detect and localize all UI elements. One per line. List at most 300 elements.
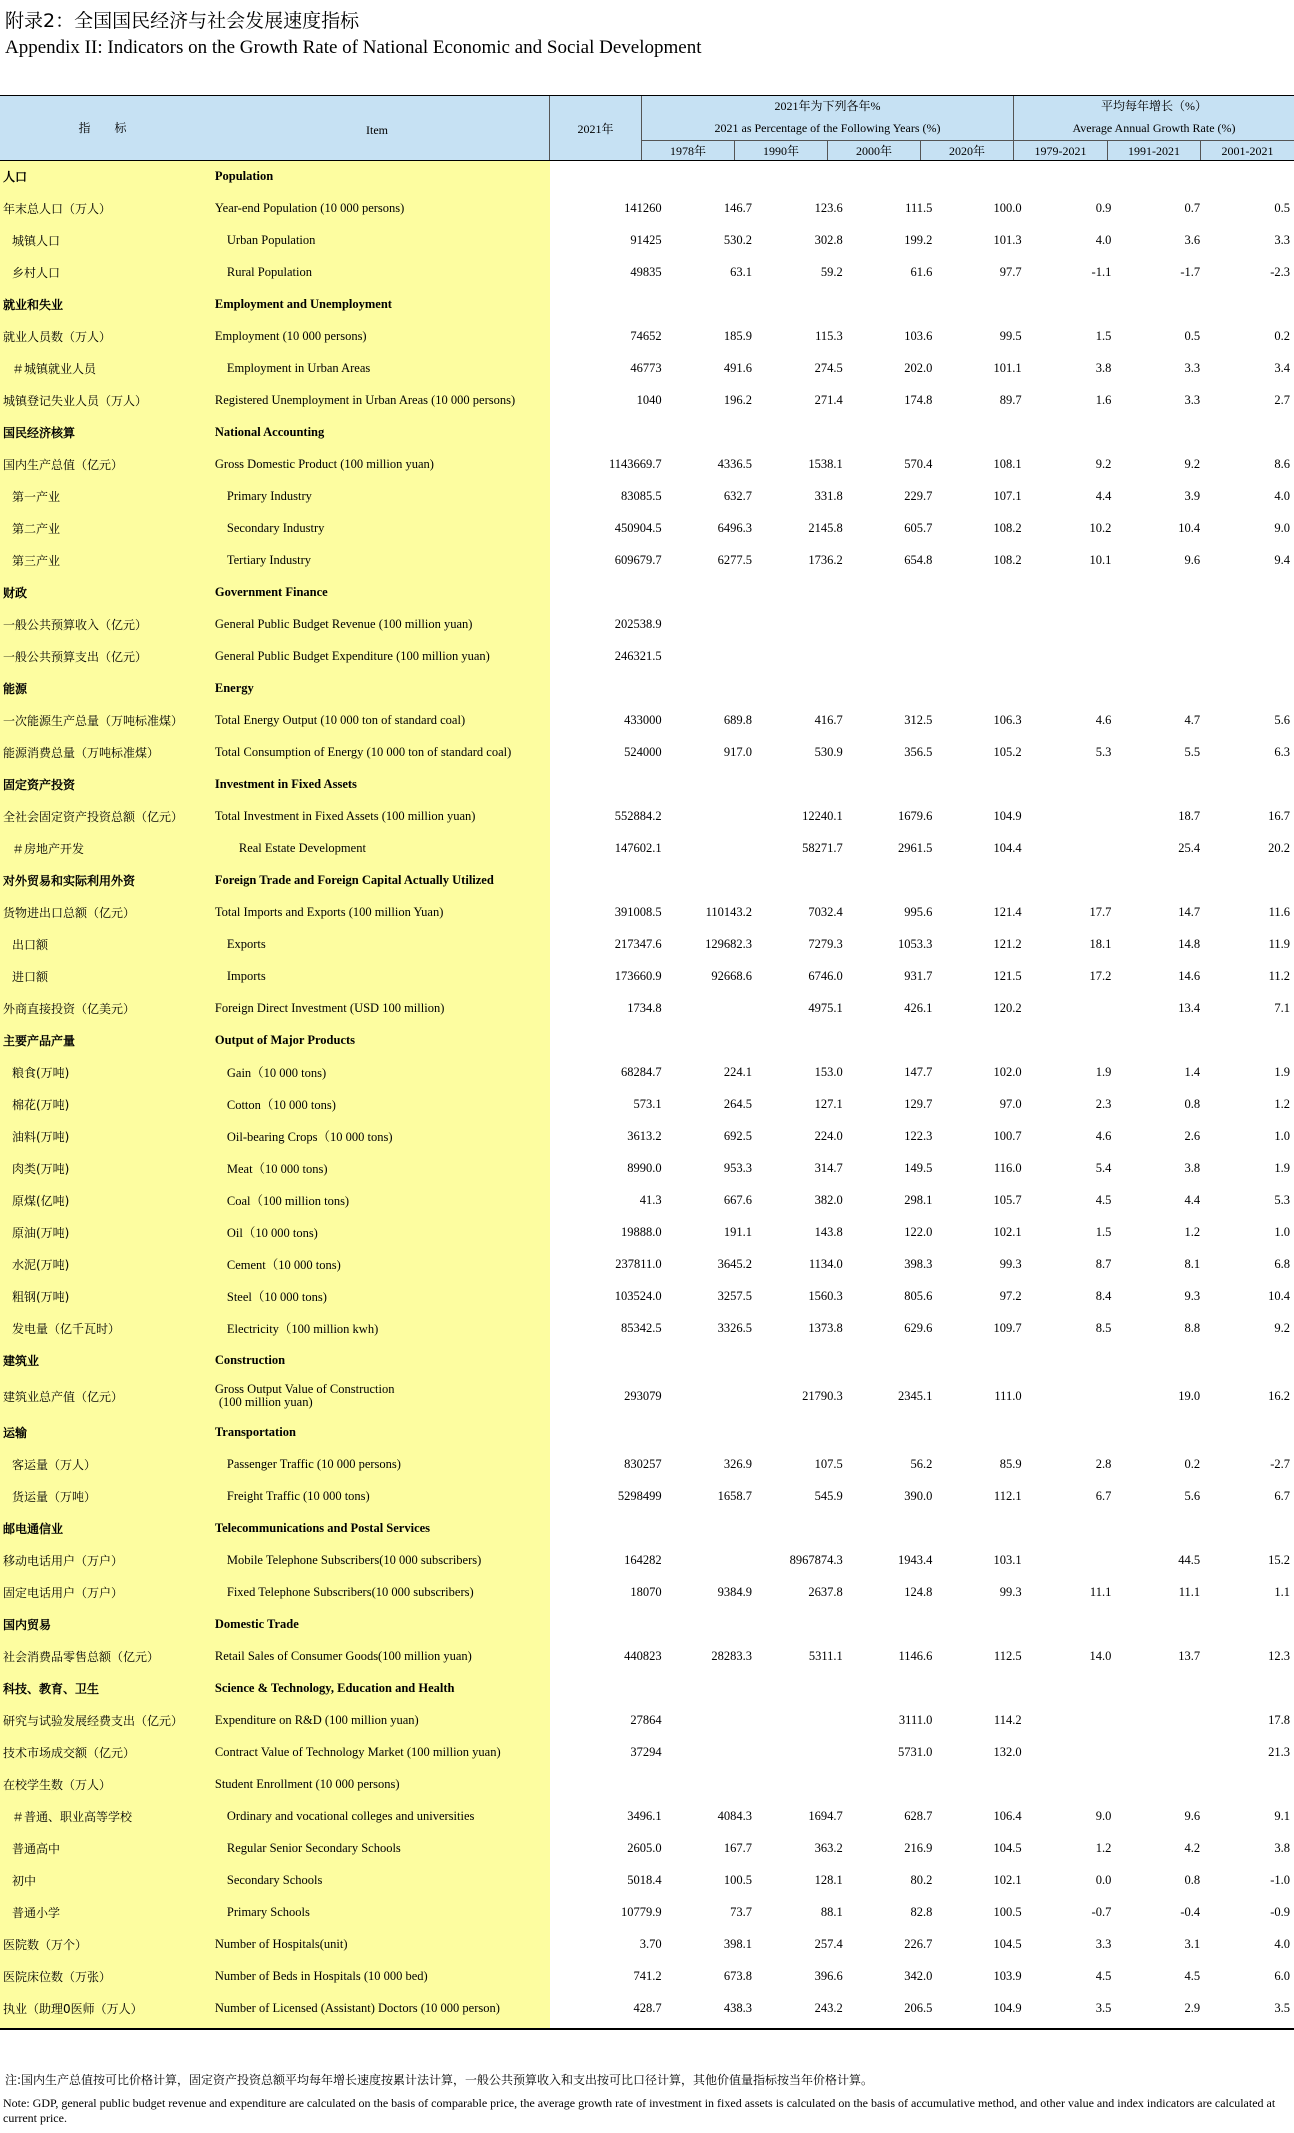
row-label-cn: 一般公共预算收入（亿元）	[3, 617, 148, 632]
value-cell: 605.7	[904, 520, 933, 535]
value-cell	[666, 1344, 756, 1376]
indicator-table	[0, 160, 1294, 2024]
value-cell: 25.4	[1178, 840, 1201, 855]
value-cell: 10.4	[1268, 1288, 1290, 1303]
value-cell	[1115, 1512, 1204, 1544]
value-cell	[1026, 640, 1116, 672]
row-label-en: Foreign Direct Investment (USD 100 million)	[214, 1000, 445, 1015]
value-cell	[756, 1704, 847, 1736]
value-cell: 3.8	[1274, 1840, 1290, 1855]
value-cell: 3.1	[1184, 1936, 1201, 1951]
value-cell: 1.6	[1095, 392, 1112, 407]
value-cell: 293079	[624, 1388, 662, 1403]
note-cn: 注:国内生产总值按可比价格计算，固定资产投资总额平均每年增长速度按累计法计算，一般公共预算收入和支出按可比口径计算，其他价值量指标按当年价格计算。	[5, 2073, 874, 2087]
value-cell: 246321.5	[614, 648, 662, 663]
value-cell	[756, 1024, 847, 1056]
value-cell	[756, 640, 847, 672]
section-row	[0, 160, 1294, 192]
row-label-en: Registered Unemployment in Urban Areas (10 000 persons)	[214, 392, 516, 407]
value-cell: 9.0	[1095, 1808, 1112, 1823]
row-label-cn: 原煤(亿吨)	[12, 1193, 70, 1208]
value-cell	[1115, 640, 1204, 672]
value-cell	[756, 1608, 847, 1640]
value-cell: 120.2	[993, 1000, 1022, 1015]
value-cell: 326.9	[723, 1456, 753, 1471]
section-row	[0, 1416, 1294, 1448]
table-row	[0, 480, 1294, 512]
value-cell: 74652	[630, 328, 662, 343]
row-label-en: Retail Sales of Consumer Goods(100 million yuan)	[214, 1648, 472, 1663]
value-cell: 545.9	[814, 1488, 843, 1503]
value-cell: 570.4	[904, 456, 933, 471]
row-label-cn: 普通高中	[12, 1841, 61, 1856]
value-cell	[577, 672, 666, 704]
value-cell: 107.5	[814, 1456, 843, 1471]
value-cell	[1026, 832, 1116, 864]
value-cell: 3.4	[1274, 360, 1290, 375]
value-cell	[936, 288, 1025, 320]
value-cell	[756, 1768, 847, 1800]
row-label-cn: 人口	[3, 169, 28, 184]
value-cell	[1026, 1768, 1116, 1800]
table-row	[0, 1544, 1294, 1576]
table-row	[0, 1120, 1294, 1152]
row-label-en: Government Finance	[214, 584, 328, 599]
value-cell	[1115, 864, 1204, 896]
table-row	[0, 320, 1294, 352]
value-cell: 122.3	[904, 1128, 933, 1143]
value-cell: 41.3	[639, 1192, 662, 1207]
table-row	[0, 1864, 1294, 1896]
value-cell: -0.7	[1091, 1904, 1112, 1919]
value-cell	[666, 800, 756, 832]
value-cell: 1.5	[1095, 328, 1112, 343]
value-cell	[1026, 1736, 1116, 1768]
value-cell: 237811.0	[615, 1256, 662, 1271]
value-cell: 1.2	[1095, 1840, 1112, 1855]
value-cell	[1115, 1416, 1204, 1448]
row-label-en: Population	[214, 168, 274, 183]
value-cell: 11.1	[1178, 1584, 1201, 1599]
row-label-cn: 粮食(万吨)	[12, 1065, 70, 1080]
row-label-en-line2: (100 million yuan)	[218, 1395, 313, 1409]
value-cell: 1134.0	[808, 1256, 843, 1271]
value-cell: 4.5	[1184, 1968, 1201, 1983]
value-cell: 19.0	[1178, 1388, 1201, 1403]
value-cell: 13.7	[1178, 1648, 1201, 1663]
value-cell: 174.8	[904, 392, 933, 407]
section-row	[0, 1024, 1294, 1056]
value-cell	[1026, 672, 1116, 704]
row-label-cn: 发电量（亿千瓦时）	[12, 1321, 121, 1336]
value-cell: 123.6	[814, 200, 843, 215]
value-cell: 0.9	[1095, 200, 1112, 215]
value-cell: 44.5	[1178, 1552, 1201, 1567]
value-cell: 6277.5	[717, 552, 753, 567]
row-label-en: Total Investment in Fixed Assets (100 million yuan)	[214, 808, 476, 823]
value-cell: 92668.6	[711, 968, 753, 983]
table-row	[0, 1216, 1294, 1248]
value-cell	[577, 1768, 666, 1800]
row-label-cn: 年末总人口（万人）	[3, 201, 112, 216]
value-cell	[1204, 1344, 1294, 1376]
row-label-en: Steel（10 000 tons)	[226, 1290, 327, 1304]
table-row	[0, 1448, 1294, 1480]
header-sub-1990: 1990年	[762, 144, 799, 158]
value-cell: 37294	[630, 1744, 662, 1759]
value-cell: 108.2	[993, 552, 1022, 567]
value-cell: 6746.0	[808, 968, 843, 983]
row-label-en: Telecommunications and Postal Services	[214, 1520, 431, 1535]
row-label-en: Cement（10 000 tons)	[226, 1258, 341, 1272]
value-cell: 0.5	[1274, 200, 1290, 215]
value-cell	[1115, 1704, 1204, 1736]
value-cell: 101.3	[993, 232, 1022, 247]
value-cell	[936, 608, 1025, 640]
value-cell: 10.4	[1178, 520, 1201, 535]
value-cell: 491.6	[723, 360, 753, 375]
value-cell: 0.8	[1184, 1096, 1201, 1111]
value-cell: 390.0	[904, 1488, 933, 1503]
section-row	[0, 1608, 1294, 1640]
table-row	[0, 608, 1294, 640]
value-cell: 2605.0	[627, 1840, 662, 1855]
table-row	[0, 1640, 1294, 1672]
value-cell: 202538.9	[614, 616, 662, 631]
value-cell: 4.5	[1095, 1192, 1112, 1207]
value-cell: 1373.8	[808, 1320, 843, 1335]
value-cell	[847, 416, 937, 448]
row-label-cn: 货物进出口总额（亿元）	[3, 905, 136, 920]
value-cell: 382.0	[814, 1192, 843, 1207]
value-cell	[1204, 1512, 1294, 1544]
value-cell: 3.8	[1184, 1160, 1201, 1175]
value-cell: 85342.5	[621, 1320, 662, 1335]
header-group2-cn: 平均每年增长（%）	[1101, 99, 1207, 113]
value-cell	[756, 608, 847, 640]
value-cell: 105.7	[993, 1192, 1022, 1207]
value-cell	[666, 768, 756, 800]
value-cell: 128.1	[814, 1872, 843, 1887]
value-cell: 14.7	[1178, 904, 1201, 919]
value-cell: 9.4	[1274, 552, 1290, 567]
row-label-en: Output of Major Products	[214, 1032, 356, 1047]
value-cell: 27864	[630, 1712, 662, 1727]
value-cell	[756, 416, 847, 448]
row-label-en: Freight Traffic (10 000 tons)	[226, 1488, 370, 1503]
value-cell: 3613.2	[627, 1128, 662, 1143]
value-cell: 8967874.3	[789, 1552, 843, 1567]
header-sub-1979-2021: 1979-2021	[1034, 144, 1087, 158]
value-cell: 8.7	[1095, 1256, 1112, 1271]
value-cell: 20.2	[1268, 840, 1290, 855]
value-cell: 314.7	[814, 1160, 843, 1175]
value-cell: 111.5	[905, 200, 933, 215]
row-label-en: Student Enrollment (10 000 persons)	[214, 1776, 400, 1791]
value-cell: 206.5	[904, 2000, 933, 2015]
table-row	[0, 1832, 1294, 1864]
row-label-cn: 普通小学	[12, 1905, 61, 1920]
value-cell	[847, 1768, 937, 1800]
value-cell: 264.5	[723, 1096, 753, 1111]
header-item-cn: 指 标	[78, 121, 127, 135]
value-cell: 102.1	[993, 1224, 1022, 1239]
value-cell: 398.1	[723, 1936, 753, 1951]
value-cell: 100.5	[993, 1904, 1022, 1919]
value-cell: 115.3	[815, 328, 843, 343]
value-cell	[847, 1512, 937, 1544]
table-row	[0, 640, 1294, 672]
row-label-cn: 出口额	[12, 937, 49, 952]
row-label-cn: 在校学生数（万人）	[3, 1777, 112, 1792]
value-cell: 9.3	[1184, 1288, 1201, 1303]
value-cell	[936, 1416, 1025, 1448]
value-cell	[756, 1344, 847, 1376]
table-row	[0, 1312, 1294, 1344]
value-cell	[1026, 864, 1116, 896]
value-cell: 9.6	[1184, 1808, 1201, 1823]
row-label-en: Employment in Urban Areas	[226, 360, 371, 375]
value-cell	[847, 672, 937, 704]
value-cell: 5.3	[1274, 1192, 1290, 1207]
row-label-en: Domestic Trade	[214, 1616, 299, 1631]
value-cell: 100.5	[723, 1872, 753, 1887]
row-label-cn: 第一产业	[12, 489, 61, 504]
value-cell: 9.2	[1274, 1320, 1290, 1335]
header-sub-1991-2021: 1991-2021	[1128, 144, 1180, 158]
value-cell	[756, 672, 847, 704]
value-cell: 104.4	[993, 840, 1022, 855]
value-cell: -0.4	[1180, 1904, 1201, 1919]
value-cell: 11.1	[1089, 1584, 1112, 1599]
row-label-cn: 主要产品产量	[3, 1033, 76, 1048]
value-cell: 6496.3	[717, 520, 753, 535]
value-cell	[1026, 1704, 1116, 1736]
section-row	[0, 288, 1294, 320]
table-row	[0, 1152, 1294, 1184]
row-label-cn: 一般公共预算支出（亿元）	[3, 649, 148, 664]
value-cell	[1026, 416, 1116, 448]
row-label-en: Total Energy Output (10 000 ton of standard coal)	[214, 712, 466, 727]
row-label-en: Ordinary and vocational colleges and universities	[226, 1808, 475, 1823]
value-cell: 426.1	[904, 1000, 933, 1015]
value-cell: 7279.3	[808, 936, 843, 951]
value-cell	[756, 768, 847, 800]
value-cell: 1.0	[1274, 1224, 1290, 1239]
row-label-en: General Public Budget Revenue (100 million yuan)	[214, 616, 473, 631]
row-label-en: Employment (10 000 persons)	[214, 328, 367, 343]
value-cell: 216.9	[904, 1840, 933, 1855]
table-row	[0, 1056, 1294, 1088]
value-cell: 191.1	[723, 1224, 753, 1239]
row-label-cn: 初中	[12, 1873, 37, 1888]
row-label-cn: 邮电通信业	[3, 1521, 64, 1536]
value-cell: 11.2	[1268, 968, 1290, 983]
section-row	[0, 416, 1294, 448]
note-en: Note: GDP, general public budget revenue and expenditure are calculated on the basis of comparable price, the average growth rate of investment in fixed assets is calculated on the basis of accumulative method, and other value and index indicators are calculated at current price.	[3, 2096, 1276, 2125]
value-cell: 112.5	[993, 1648, 1022, 1663]
row-label-cn: 客运量（万人）	[12, 1457, 97, 1472]
value-cell: 8990.0	[627, 1160, 662, 1175]
value-cell: 5.6	[1184, 1488, 1201, 1503]
value-cell: 226.7	[904, 1936, 933, 1951]
value-cell	[847, 1608, 937, 1640]
table-row	[0, 1376, 1294, 1416]
header-divider	[641, 140, 1294, 141]
section-row	[0, 672, 1294, 704]
row-label-en: Rural Population	[226, 264, 312, 279]
value-cell	[666, 1768, 756, 1800]
value-cell: -1.1	[1091, 264, 1112, 279]
value-cell: 416.7	[814, 712, 843, 727]
value-cell: 917.0	[723, 744, 753, 759]
value-cell: 3.9	[1184, 488, 1201, 503]
row-label-cn: 能源消费总量（万吨标准煤）	[3, 745, 160, 760]
value-cell: 4.2	[1184, 1840, 1201, 1855]
row-label-cn: 肉类(万吨)	[12, 1161, 70, 1176]
value-cell	[936, 416, 1025, 448]
value-cell: 953.3	[723, 1160, 753, 1175]
value-cell: 147602.1	[614, 840, 662, 855]
value-cell: 88.1	[820, 1904, 843, 1919]
value-cell	[936, 640, 1025, 672]
value-cell: 830257	[624, 1456, 662, 1471]
value-cell: 298.1	[904, 1192, 933, 1207]
value-cell: 19888.0	[621, 1224, 662, 1239]
row-label-cn: 一次能源生产总量（万吨标准煤）	[3, 713, 184, 728]
value-cell	[1115, 608, 1204, 640]
value-cell	[936, 768, 1025, 800]
value-cell	[936, 672, 1025, 704]
value-cell: 17.8	[1268, 1712, 1290, 1727]
table-row	[0, 192, 1294, 224]
value-cell	[1204, 768, 1294, 800]
value-cell: 4336.5	[717, 456, 753, 471]
table-row	[0, 224, 1294, 256]
value-cell: 21790.3	[802, 1388, 843, 1403]
value-cell: 7032.4	[808, 904, 843, 919]
row-label-en: Real Estate Development	[238, 840, 366, 855]
value-cell: 111.0	[994, 1388, 1022, 1403]
value-cell	[1026, 1544, 1116, 1576]
value-cell: 4.7	[1184, 712, 1201, 727]
value-cell: 1658.7	[717, 1488, 753, 1503]
table-row	[0, 832, 1294, 864]
table-row	[0, 1960, 1294, 1992]
table-row	[0, 896, 1294, 928]
header-group1-cn: 2021年为下列各年%	[774, 99, 881, 113]
value-cell: 632.7	[723, 488, 753, 503]
value-cell: 3645.2	[717, 1256, 753, 1271]
value-cell: 2.9	[1184, 2000, 1201, 2015]
header-2021: 2021年	[577, 122, 614, 136]
value-cell: 11.6	[1268, 904, 1290, 919]
value-cell	[756, 288, 847, 320]
value-cell: 363.2	[814, 1840, 843, 1855]
value-cell	[936, 1512, 1025, 1544]
value-cell: 440823	[624, 1648, 662, 1663]
value-cell	[1026, 1672, 1116, 1704]
table-row	[0, 704, 1294, 736]
value-cell: 91425	[630, 232, 662, 247]
row-label-en-line1: Gross Output Value of Construction	[214, 1382, 395, 1396]
value-cell	[1026, 1416, 1116, 1448]
value-cell: 11.9	[1268, 936, 1290, 951]
table-row	[0, 1576, 1294, 1608]
row-label-en: Fixed Telephone Subscribers(10 000 subscribers)	[226, 1584, 474, 1599]
row-label-cn: 货运量（万吨）	[12, 1489, 97, 1504]
value-cell: 689.8	[723, 712, 753, 727]
value-cell: 9.2	[1095, 456, 1112, 471]
value-cell	[577, 1024, 666, 1056]
value-cell	[1026, 1344, 1116, 1376]
value-cell: 4.4	[1095, 488, 1112, 503]
row-label-cn: 能源	[3, 681, 28, 696]
value-cell: 243.2	[814, 2000, 843, 2015]
value-cell: 73.7	[730, 1904, 753, 1919]
row-label-en: Secondary Schools	[226, 1872, 323, 1887]
value-cell	[847, 640, 937, 672]
value-cell: 2.7	[1274, 392, 1290, 407]
value-cell: 3.3	[1184, 392, 1201, 407]
value-cell	[1204, 160, 1294, 192]
row-label-cn: 医院数（万个）	[3, 1937, 88, 1952]
row-label-cn: 固定电话用户（万户）	[3, 1585, 124, 1600]
value-cell	[666, 1672, 756, 1704]
value-cell: 2637.8	[808, 1584, 843, 1599]
section-row	[0, 576, 1294, 608]
row-label-en: Tertiary Industry	[226, 552, 312, 567]
value-cell	[1115, 1736, 1204, 1768]
value-cell: -1.0	[1270, 1872, 1290, 1887]
value-cell	[577, 1416, 666, 1448]
value-cell: 58271.7	[802, 840, 843, 855]
value-cell	[666, 1376, 756, 1416]
value-cell	[1204, 576, 1294, 608]
header-sub-1978: 1978年	[669, 144, 706, 158]
value-cell	[666, 1544, 756, 1576]
row-label-en: Gross Domestic Product (100 million yuan)	[214, 456, 434, 471]
value-cell: 9.2	[1184, 456, 1201, 471]
value-cell: 12.3	[1268, 1648, 1290, 1663]
row-label-en: Oil（10 000 tons)	[226, 1226, 318, 1240]
value-cell: 3.3	[1184, 360, 1201, 375]
value-cell	[1026, 800, 1116, 832]
row-label-cn: 医院床位数（万张）	[3, 1969, 112, 1984]
value-cell	[1026, 1024, 1116, 1056]
value-cell: 100.0	[993, 200, 1022, 215]
value-cell	[1115, 576, 1204, 608]
value-cell: 5.6	[1274, 712, 1290, 727]
value-cell: 0.5	[1184, 328, 1201, 343]
row-label-en: Gain（10 000 tons)	[226, 1066, 327, 1080]
value-cell	[756, 1736, 847, 1768]
row-label-en: Mobile Telephone Subscribers(10 000 subscribers)	[226, 1552, 482, 1567]
value-cell: 3.8	[1095, 360, 1112, 375]
table-row	[0, 1992, 1294, 2024]
value-cell: 4.6	[1095, 1128, 1112, 1143]
value-cell: 202.0	[904, 360, 933, 375]
value-cell: 99.3	[999, 1584, 1022, 1599]
value-cell: 0.7	[1184, 200, 1201, 215]
value-cell	[577, 1672, 666, 1704]
value-cell: 5311.1	[808, 1648, 843, 1663]
value-cell: 530.9	[814, 744, 843, 759]
section-row	[0, 1512, 1294, 1544]
row-label-cn: 乡村人口	[12, 265, 61, 280]
value-cell	[1204, 1768, 1294, 1800]
value-cell: 104.5	[993, 1936, 1022, 1951]
